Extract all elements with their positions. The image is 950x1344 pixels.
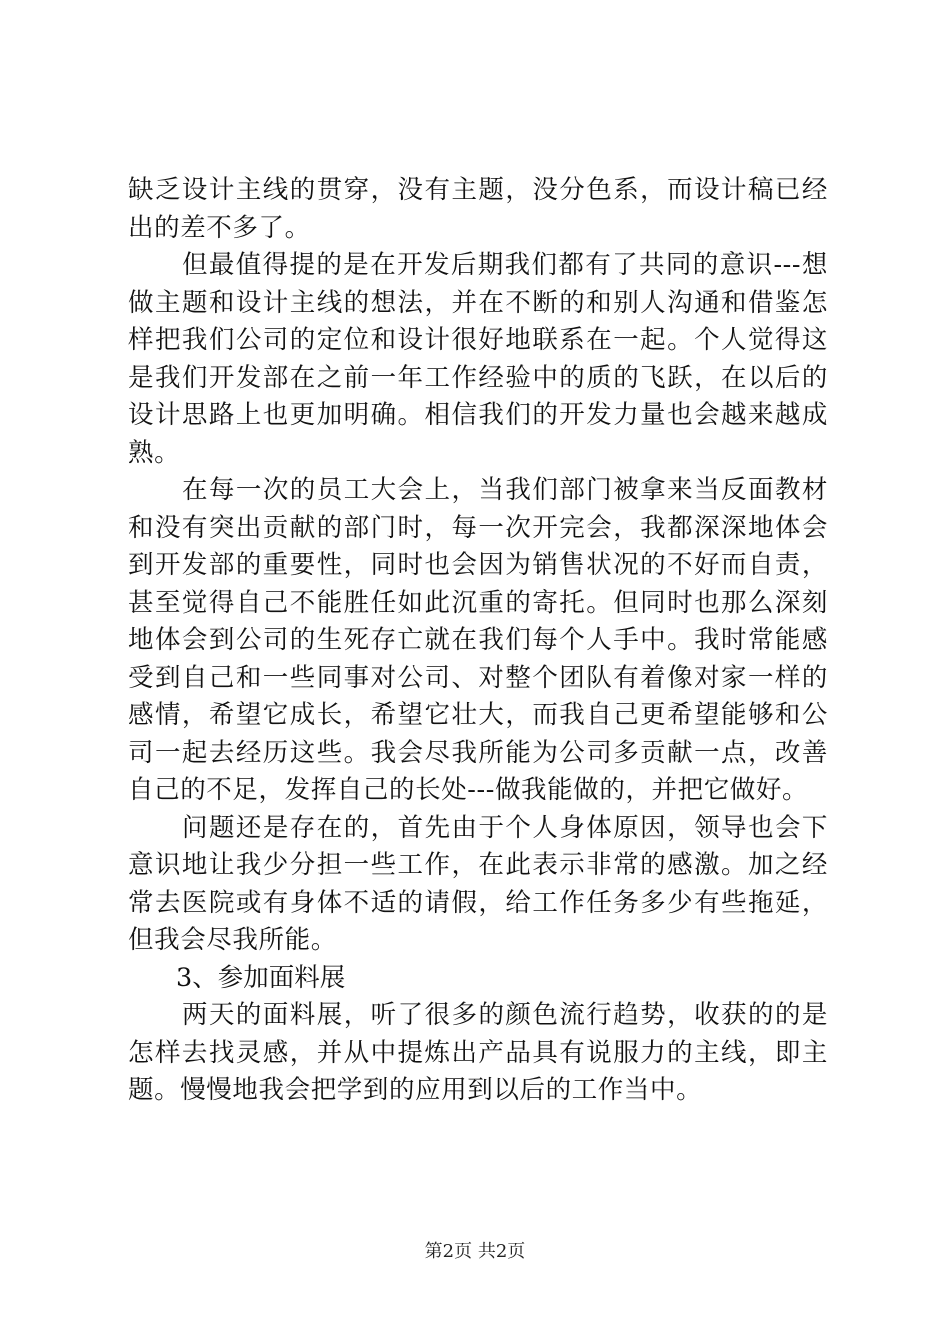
page-footer: 第2页 共2页 bbox=[424, 1241, 526, 1262]
paragraph-fabric-fair: 两天的面料展，听了很多的颜色流行趋势，收获的的是怎样去找灵感，并从中提炼出产品具有说服力的主线，即主题。慢慢地我会把学到的应用到以后的工作当中。 bbox=[128, 1000, 828, 1105]
document-body bbox=[128, 172, 828, 1110]
paragraph-problems: 问题还是存在的，首先由于个人身体原因，领导也会下意识地让我少分担一些工作，在此表示非常的感激。加之经常去医院或有身体不适的请假，给工作任务多少有些拖延，但我会尽我所能。 bbox=[128, 812, 828, 955]
paragraph-staff-meeting: 在每一次的员工大会上，当我们部门被拿来当反面教材和没有突出贡献的部门时，每一次开完会，我都深深地体会到开发部的重要性，同时也会因为销售状况的不好而自责，甚至觉得自己不能胜任如此沉重的寄托。但同时也那么深刻地体会到公司的生死存亡就在我们每个人手中。我时常能感受到自己和一些同事对公司、对整个团队有着像对家一样的感情，希望它成长，希望它壮大，而我自己更希望能够和公司一起去经历这些。我会尽我所能为公司多贡献一点，改善自己的不足，发挥自己的长处---做我能做的，并把它做好。 bbox=[128, 475, 828, 805]
paragraph-continuation: 缺乏设计主线的贯穿，没有主题，没分色系，而设计稿已经出的差不多了。 bbox=[128, 175, 828, 243]
section-heading: 3、参加面料展 bbox=[176, 962, 346, 993]
paragraph-shared-awareness: 但最值得提的是在开发后期我们都有了共同的意识---想做主题和设计主线的想法，并在不断的和别人沟通和借鉴怎样把我们公司的定位和设计很好地联系在一起。个人觉得这是我们开发部在之前一年工作经验中的质的飞跃，在以后的设计思路上也更加明确。相信我们的开发力量也会越来越成熟。 bbox=[128, 250, 828, 468]
